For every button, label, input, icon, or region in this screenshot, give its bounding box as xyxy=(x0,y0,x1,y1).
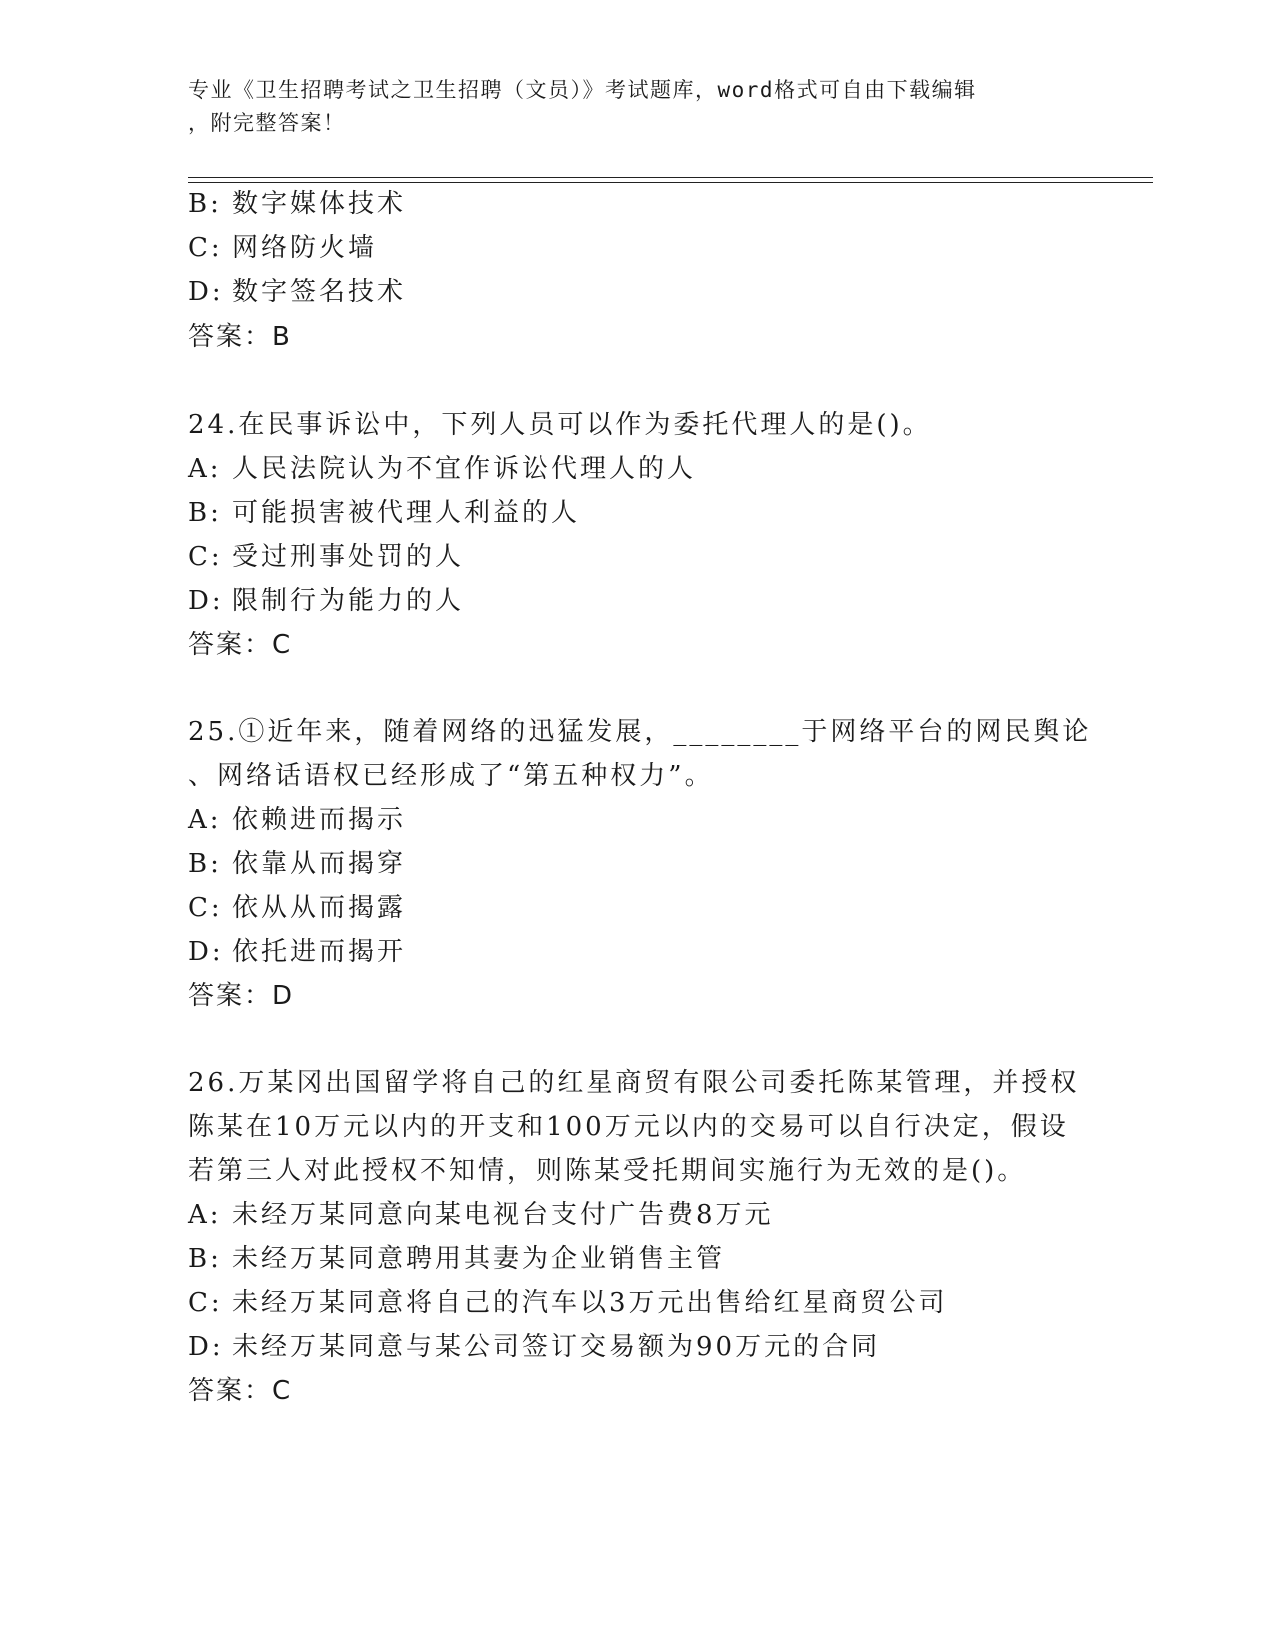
option-key: C: xyxy=(188,1288,223,1318)
option-text: 依从从而揭露 xyxy=(232,893,407,923)
question-stem-continued: 若第三人对此授权不知情，则陈某受托期间实施行为无效的是()。 xyxy=(188,1156,1027,1186)
option-key: B: xyxy=(188,1244,222,1274)
option-text: 限制行为能力的人 xyxy=(232,586,465,616)
option-text: 受过刑事处罚的人 xyxy=(232,542,465,572)
option-key: B: xyxy=(188,849,222,879)
option-a xyxy=(188,1199,774,1231)
header-divider-bottom xyxy=(188,182,1153,183)
option-text: 网络防火墙 xyxy=(232,233,378,263)
option-b xyxy=(188,497,580,529)
page-header xyxy=(188,74,1068,140)
option-text: 依靠从而揭穿 xyxy=(232,849,407,879)
option-d xyxy=(188,1331,880,1363)
option-key: C: xyxy=(188,233,223,263)
option-d xyxy=(188,936,406,968)
header-divider-top xyxy=(188,177,1153,178)
option-text: 未经万某同意聘用其妻为企业销售主管 xyxy=(232,1244,726,1274)
option-text: 可能损害被代理人利益的人 xyxy=(232,498,581,528)
option-key: D: xyxy=(188,1332,224,1362)
option-key: A: xyxy=(188,805,222,835)
option-a xyxy=(188,804,406,836)
header-title: 专业《卫生招聘考试之卫生招聘（文员）》考试题库，word格式可自由下载编辑 xyxy=(188,78,977,102)
question-stem-continued: 陈某在10万元以内的开支和100万元以内的交易可以自行决定，假设 xyxy=(188,1112,1069,1142)
option-key: C: xyxy=(188,893,223,923)
answer-line: 答案：C xyxy=(188,630,293,660)
option-c xyxy=(188,541,464,573)
answer-line: 答案：C xyxy=(188,1376,293,1406)
option-d xyxy=(188,276,406,308)
option-c xyxy=(188,232,377,264)
option-key: D: xyxy=(188,586,224,616)
option-b xyxy=(188,1243,725,1275)
question-stem: 25.①近年来，随着网络的迅猛发展，________于网络平台的网民舆论 xyxy=(188,717,1092,747)
option-text: 未经万某同意向某电视台支付广告费8万元 xyxy=(232,1200,774,1230)
option-key: B: xyxy=(188,498,222,528)
answer-line: 答案：D xyxy=(188,981,295,1011)
option-key: A: xyxy=(188,1200,222,1230)
answer-line: 答案：B xyxy=(188,322,292,352)
question-stem-continued: 、网络话语权已经形成了“第五种权力”。 xyxy=(188,761,714,791)
option-d xyxy=(188,585,464,617)
option-text: 依托进而揭开 xyxy=(232,937,407,967)
option-text: 依赖进而揭示 xyxy=(232,805,407,835)
option-key: D: xyxy=(188,937,224,967)
option-key: C: xyxy=(188,542,223,572)
option-text: 数字媒体技术 xyxy=(232,189,407,219)
question-stem: 24.在民事诉讼中，下列人员可以作为委托代理人的是()。 xyxy=(188,410,932,440)
option-b xyxy=(188,848,406,880)
option-a xyxy=(188,453,696,485)
option-b xyxy=(188,188,406,220)
question-stem: 26.万某冈出国留学将自己的红星商贸有限公司委托陈某管理，并授权 xyxy=(188,1068,1080,1098)
header-title-continued: ，附完整答案！ xyxy=(188,111,346,135)
option-text: 数字签名技术 xyxy=(232,277,407,307)
option-text: 未经万某同意将自己的汽车以3万元出售给红星商贸公司 xyxy=(232,1288,948,1318)
option-key: B: xyxy=(188,189,222,219)
option-text: 未经万某同意与某公司签订交易额为90万元的合同 xyxy=(232,1332,881,1362)
option-text: 人民法院认为不宜作诉讼代理人的人 xyxy=(232,454,697,484)
option-c xyxy=(188,1287,948,1319)
option-key: A: xyxy=(188,454,222,484)
option-c xyxy=(188,892,406,924)
option-key: D: xyxy=(188,277,224,307)
